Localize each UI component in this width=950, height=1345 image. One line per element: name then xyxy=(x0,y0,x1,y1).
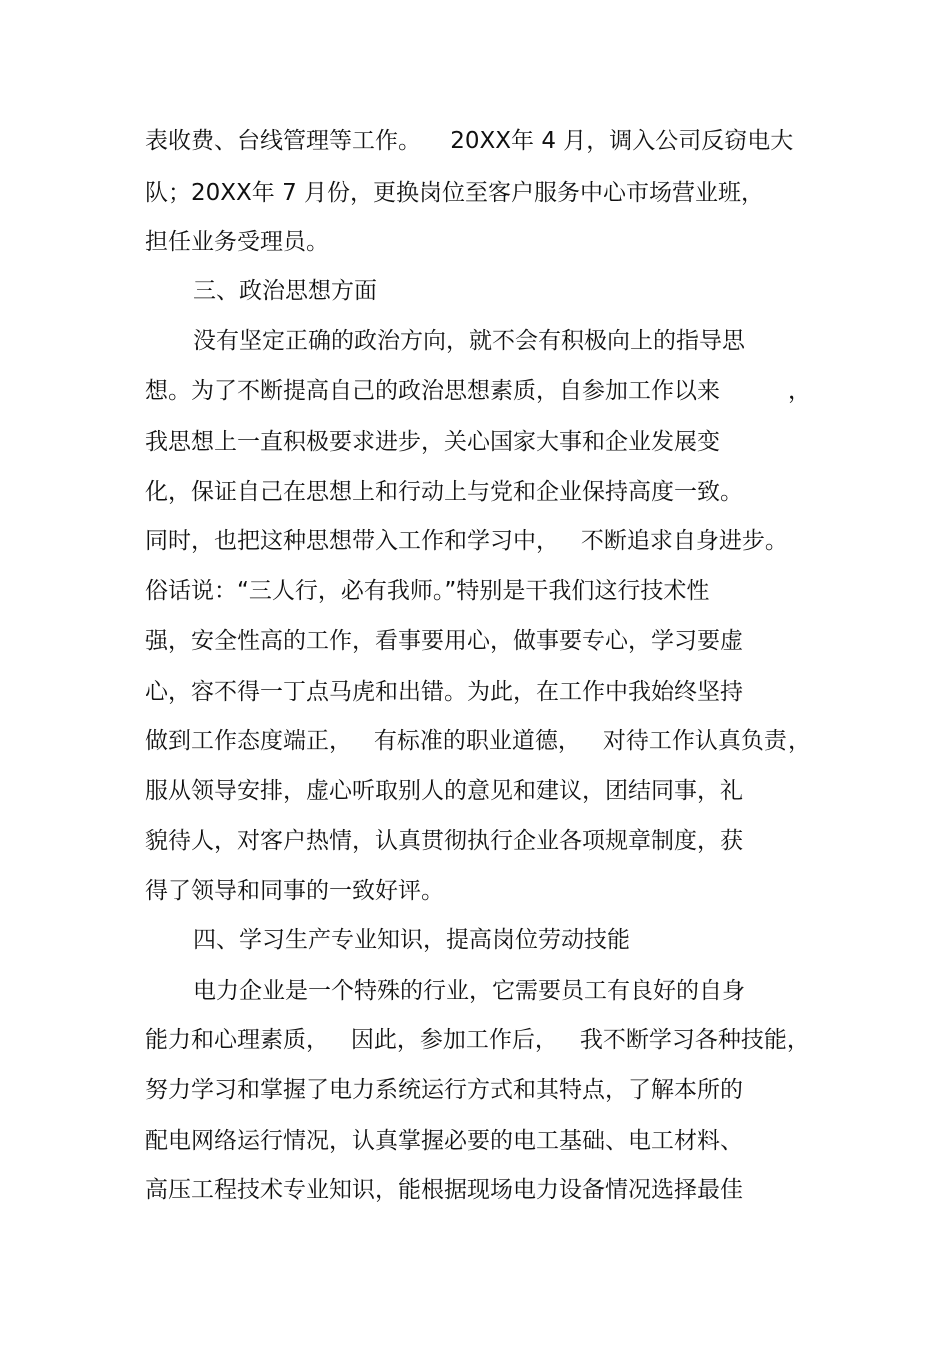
trailing-comma: ， xyxy=(788,728,811,754)
text-line-2: 队；20XX年 7 月份，更换岗位至客户服务中心市场营业班， xyxy=(145,180,765,206)
text-line-14: 服从领导安排，虚心听取别人的意见和建议，团结同事，礼 xyxy=(145,778,743,804)
text-line-9: 同时，也把这种思想带入工作和学习中， 不断追求自身进步。 xyxy=(145,528,788,554)
trailing-comma: ， xyxy=(788,378,811,404)
text-line-16: 得了领导和同事的一致好评。 xyxy=(145,878,444,904)
text-line-3: 担任业务受理员。 xyxy=(145,229,329,255)
text-line-18: 电力企业是一个特殊的行业，它需要员工有良好的自身 xyxy=(193,978,745,1004)
text-line-11: 强，安全性高的工作，看事要用心，做事要专心，学习要虚 xyxy=(145,628,743,654)
section-heading-skills: 四、学习生产专业知识，提高岗位劳动技能 xyxy=(193,927,630,953)
text-line-7: 我思想上一直积极要求进步，关心国家大事和企业发展变 xyxy=(145,429,720,455)
text-line-8: 化，保证自己在思想上和行动上与党和企业保持高度一致。 xyxy=(145,479,743,505)
text-line-13: 做到工作态度端正， 有标准的职业道德， 对待工作认真负责 xyxy=(145,728,787,754)
text-line-6: 想。为了不断提高自己的政治思想素质，自参加工作以来 xyxy=(145,378,720,404)
text-line-22: 高压工程技术专业知识，能根据现场电力设备情况选择最佳 xyxy=(145,1177,743,1203)
text-line-21: 配电网络运行情况，认真掌握必要的电工基础、电工材料、 xyxy=(145,1128,743,1154)
text-line-5: 没有坚定正确的政治方向，就不会有积极向上的指导思 xyxy=(193,328,745,354)
text-line-12: 心，容不得一丁点马虎和出错。为此，在工作中我始终坚持 xyxy=(145,679,743,705)
text-line-15: 貌待人，对客户热情，认真贯彻执行企业各项规章制度，获 xyxy=(145,828,743,854)
section-heading-politics: 三、政治思想方面 xyxy=(193,278,377,304)
text-line-1: 表收费、台线管理等工作。 20XX年 4 月，调入公司反窃电大 xyxy=(145,128,794,154)
text-line-10: 俗话说：“三人行，必有我师。”特别是干我们这行技术性 xyxy=(145,578,710,604)
text-line-20: 努力学习和掌握了电力系统运行方式和其特点，了解本所的 xyxy=(145,1077,743,1103)
text-line-19: 能力和心理素质， 因此，参加工作后， 我不断学习各种技能， xyxy=(145,1027,810,1053)
